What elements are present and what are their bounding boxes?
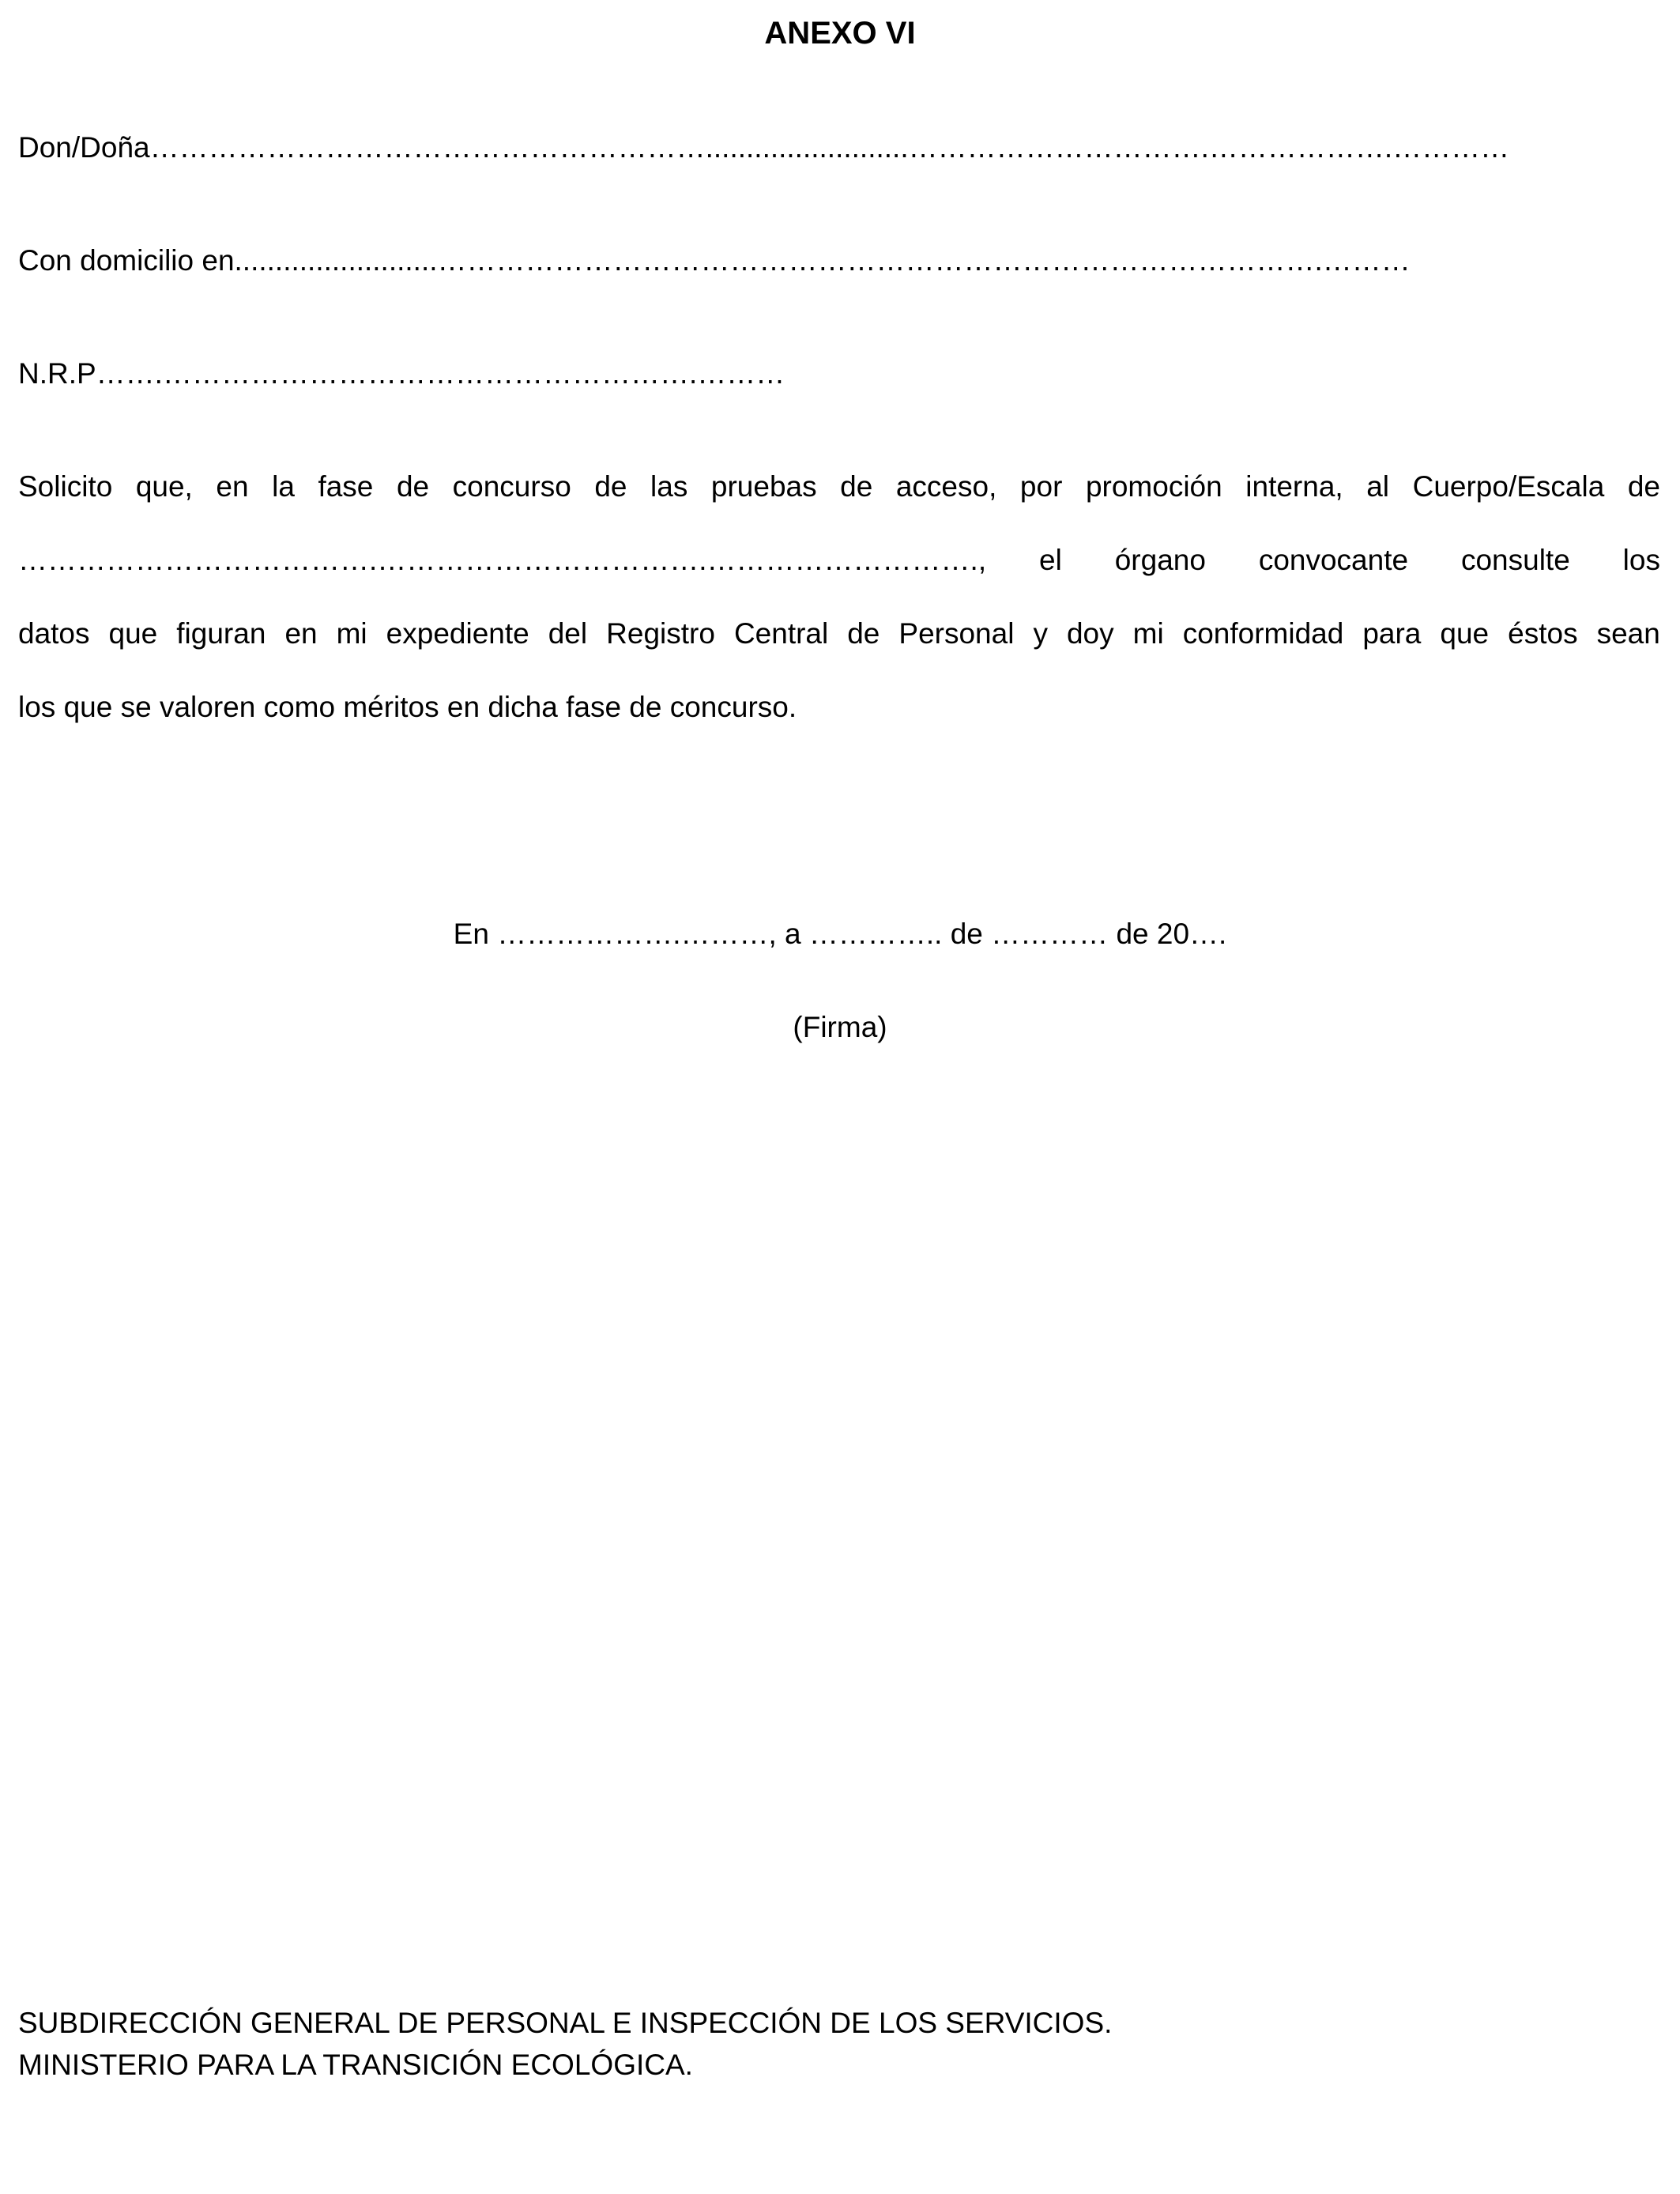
signature-label: (Firma): [793, 1011, 887, 1043]
paragraph-word: expediente: [386, 617, 529, 650]
paragraph-word: concurso: [452, 470, 571, 503]
paragraph-word: fase: [318, 470, 374, 503]
paragraph-word: sean: [1596, 617, 1660, 650]
paragraph-word: de: [1627, 470, 1660, 503]
paragraph-word: que,: [135, 470, 193, 503]
paragraph-word: las: [650, 470, 688, 503]
paragraph-word: Registro: [606, 617, 715, 650]
paragraph-word: de: [594, 470, 627, 503]
paragraph-word: figuran: [176, 617, 266, 650]
paragraph-word: al: [1366, 470, 1390, 503]
paragraph-line-3: [18, 614, 1660, 654]
field-nrp: N.R.P…….……………………………………………….………: [18, 357, 785, 390]
paragraph-word: el: [1039, 544, 1062, 576]
paragraph-line-4: los que se valoren como méritos en dicha fase de concurso.: [18, 691, 797, 723]
paragraph-word: de: [840, 470, 873, 503]
paragraph-word: de: [847, 617, 880, 650]
footer-line-1: SUBDIRECCIÓN GENERAL DE PERSONAL E INSPECCIÓN DE LOS SERVICIOS.: [18, 2007, 1113, 2039]
place-date-line: En ……………….………, a ………….. de ………… de 20….: [453, 918, 1227, 950]
paragraph-word: que: [108, 617, 158, 650]
paragraph-word: convocante: [1258, 544, 1409, 576]
footer-line-2: MINISTERIO PARA LA TRANSICIÓN ECOLÓGICA.: [18, 2049, 693, 2081]
paragraph-word: de: [396, 470, 430, 503]
paragraph-word: la: [272, 470, 295, 503]
paragraph-word: para: [1362, 617, 1422, 650]
paragraph-line-1: [18, 467, 1660, 507]
paragraph-word: acceso,: [895, 470, 997, 503]
field-don-dona: Don/Doña………………………………………………….........................………………………….……………….…………: [18, 131, 1510, 164]
paragraph-word: y: [1033, 617, 1048, 650]
paragraph-word: ……………………………….…………………………….……………………….,: [18, 544, 987, 576]
paragraph-word: que: [1440, 617, 1490, 650]
paragraph-word: por: [1019, 470, 1063, 503]
paragraph-word: Personal: [898, 617, 1015, 650]
paragraph-word: interna,: [1245, 470, 1343, 503]
paragraph-word: órgano: [1114, 544, 1206, 576]
paragraph-word: mi: [336, 617, 367, 650]
paragraph-word: en: [284, 617, 318, 650]
paragraph-word: promoción: [1085, 470, 1222, 503]
paragraph-word: conformidad: [1182, 617, 1344, 650]
paragraph-word: los: [1622, 544, 1660, 576]
paragraph-line-2: [18, 541, 1660, 580]
paragraph-word: datos: [18, 617, 90, 650]
paragraph-word: en: [216, 470, 249, 503]
paragraph-word: pruebas: [710, 470, 817, 503]
paragraph-word: Cuerpo/Escala: [1412, 470, 1605, 503]
paragraph-word: Solicito: [18, 470, 113, 503]
paragraph-word: Central: [733, 617, 829, 650]
paragraph-word: éstos: [1508, 617, 1578, 650]
field-domicilio: Con domicilio en.........................……………………………………………………………………………….………: [18, 244, 1411, 277]
paragraph-word: del: [548, 617, 588, 650]
paragraph-word: mi: [1132, 617, 1164, 650]
paragraph-word: consulte: [1460, 544, 1570, 576]
paragraph-word: doy: [1066, 617, 1114, 650]
document-title: ANEXO VI: [764, 16, 916, 51]
